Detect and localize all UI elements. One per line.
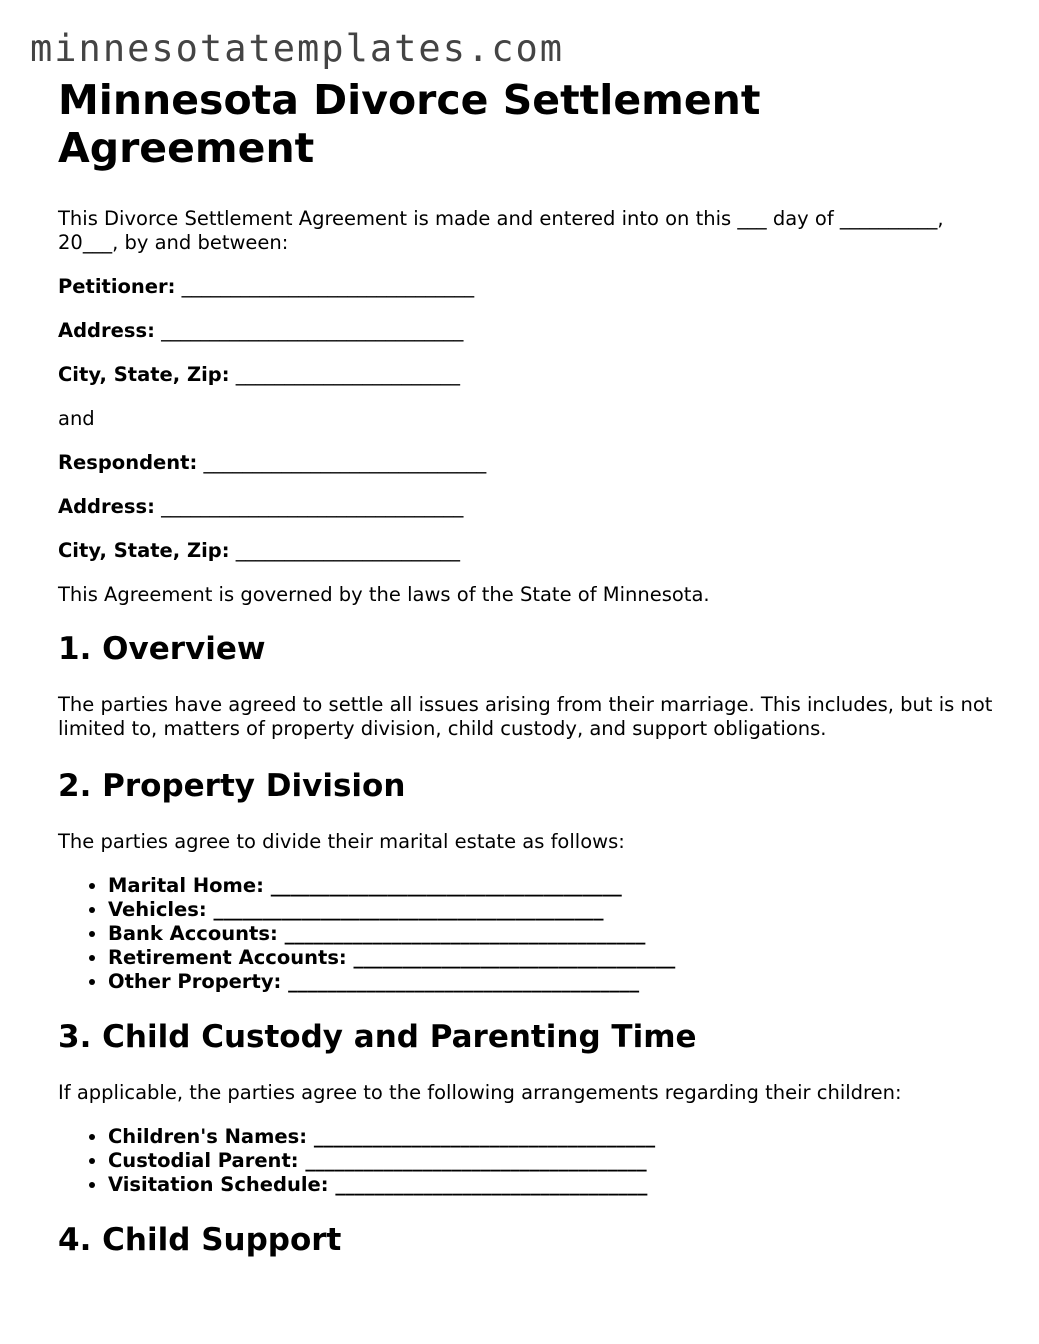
property-item-label: Retirement Accounts:	[108, 946, 347, 969]
petitioner-name-label: Petitioner:	[58, 275, 176, 298]
property-item-blank: _____________________________________	[284, 922, 646, 945]
petitioner-name-blank: ______________________________	[181, 275, 475, 298]
list-item	[108, 1125, 998, 1149]
property-item-label: Vehicles:	[108, 898, 207, 921]
petitioner-address-field	[58, 319, 998, 343]
intro-paragraph: This Divorce Settlement Agreement is made and entered into on this ___ day of __________, 20___, by and between:	[58, 207, 944, 254]
property-item-blank: ________________________________________	[213, 898, 604, 921]
custody-item-label: Visitation Schedule:	[108, 1173, 329, 1196]
site-watermark: minnesotatemplates.com	[30, 27, 565, 70]
list-item	[108, 1173, 998, 1197]
petitioner-city-blank: _______________________	[235, 363, 461, 386]
section-custody-text: If applicable, the parties agree to the following arrangements regarding their children:	[58, 1081, 902, 1104]
section-support-heading: 4. Child Support	[58, 1222, 342, 1258]
petitioner-address-blank: _______________________________	[161, 319, 464, 342]
respondent-name-blank: _____________________________	[203, 451, 487, 474]
list-item	[108, 922, 998, 946]
property-item-label: Other Property:	[108, 970, 282, 993]
property-item-label: Bank Accounts:	[108, 922, 278, 945]
list-item	[108, 898, 998, 922]
and-text: and	[58, 407, 95, 430]
custody-list	[58, 1125, 998, 1197]
property-item-blank: _________________________________	[353, 946, 676, 969]
respondent-name-label: Respondent:	[58, 451, 198, 474]
petitioner-name-field	[58, 275, 998, 299]
custody-item-label: Children's Names:	[108, 1125, 308, 1148]
petitioner-address-label: Address:	[58, 319, 155, 342]
list-item	[108, 946, 998, 970]
property-item-blank: ____________________________________	[270, 874, 622, 897]
property-list	[58, 874, 998, 994]
respondent-name-field	[58, 451, 998, 475]
section-custody-heading: 3. Child Custody and Parenting Time	[58, 1019, 697, 1055]
petitioner-city-field	[58, 363, 998, 387]
document-body	[58, 76, 998, 1258]
list-item	[108, 1149, 998, 1173]
petitioner-city-label: City, State, Zip:	[58, 363, 230, 386]
respondent-address-field	[58, 495, 998, 519]
custody-item-blank: ___________________________________	[313, 1125, 656, 1148]
section-property-heading: 2. Property Division	[58, 768, 406, 804]
respondent-city-label: City, State, Zip:	[58, 539, 230, 562]
governing-law-paragraph: This Agreement is governed by the laws of the State of Minnesota.	[58, 583, 710, 606]
section-property-text: The parties agree to divide their marital estate as follows:	[58, 830, 625, 853]
custody-item-blank: ________________________________	[335, 1173, 648, 1196]
custody-item-blank: ___________________________________	[305, 1149, 647, 1172]
property-item-blank: ____________________________________	[288, 970, 640, 993]
property-item-label: Marital Home:	[108, 874, 264, 897]
respondent-city-field	[58, 539, 998, 563]
section-overview-heading: 1. Overview	[58, 631, 266, 667]
respondent-address-blank: _______________________________	[161, 495, 464, 518]
section-overview-text: The parties have agreed to settle all issues arising from their marriage. This includes, but is not limited to, matters of property division, child custody, and support obligations.	[58, 693, 993, 740]
respondent-address-label: Address:	[58, 495, 155, 518]
custody-item-label: Custodial Parent:	[108, 1149, 299, 1172]
respondent-city-blank: _______________________	[235, 539, 461, 562]
list-item	[108, 874, 998, 898]
list-item	[108, 970, 998, 994]
document-title: Minnesota Divorce Settlement Agreement	[58, 76, 761, 172]
